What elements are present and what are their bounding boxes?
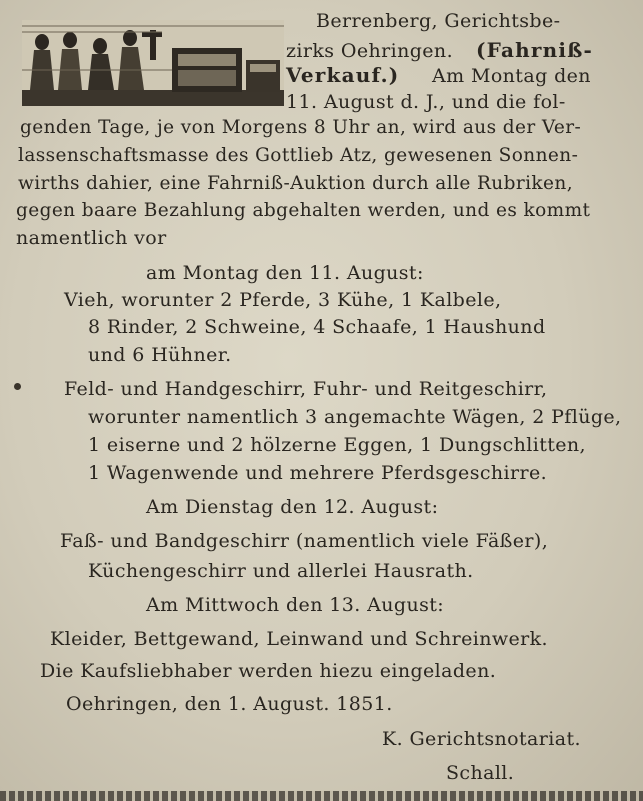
heading-verkauf: Verkauf.) xyxy=(286,63,400,87)
text-line: 11. August d. J., und die fol- xyxy=(286,91,566,113)
text-line: 8 Rinder, 2 Schweine, 4 Schaafe, 1 Haushund xyxy=(88,316,546,338)
day-heading-tuesday: Am Dienstag den 12. August: xyxy=(146,496,439,518)
ink-dot xyxy=(14,383,21,390)
day-heading-monday: am Montag den 11. August: xyxy=(146,262,424,284)
signature-office: K. Gerichtsnotariat. xyxy=(382,728,581,750)
text-line: genden Tage, je von Morgens 8 Uhr an, wird aus der Ver- xyxy=(20,117,582,138)
text-line: Feld- und Handgeschirr, Fuhr- und Reitgeschirr, xyxy=(64,378,548,400)
bleed-through-column xyxy=(600,210,643,630)
text-line: Berrenberg, Gerichtsbe- xyxy=(316,10,561,32)
text-line: Faß- und Bandgeschirr (namentlich viele Fäßer), xyxy=(60,530,549,552)
text-line: Küchengeschirr und allerlei Hausrath. xyxy=(88,560,474,582)
text-line: 1 eiserne und 2 hölzerne Eggen, 1 Dungschlitten, xyxy=(88,434,586,456)
text-line: namentlich vor xyxy=(16,227,167,249)
text-line: zirks Oehringen. xyxy=(286,40,454,62)
text-line: lassenschaftsmasse des Gottlieb Atz, gewesenen Sonnen- xyxy=(18,145,579,166)
text-line: wirths dahier, eine Fahrniß-Auktion durch alle Rubriken, xyxy=(18,173,573,194)
auction-woodcut-illustration xyxy=(22,20,284,106)
text-line: Vieh, worunter 2 Pferde, 3 Kühe, 1 Kalbele, xyxy=(64,289,502,311)
text-line: Am Montag den xyxy=(432,65,591,87)
text-line: gegen baare Bezahlung abgehalten werden, und es kommt xyxy=(16,200,591,221)
heading-fahrniss: (Fahrniß- xyxy=(476,38,594,62)
signature-name: Schall. xyxy=(446,762,515,784)
bottom-border xyxy=(0,791,643,801)
text-line: 1 Wagenwende und mehrere Pferdsgeschirre. xyxy=(88,462,548,484)
text-line: worunter namentlich 3 angemachte Wägen, 2 Pflüge, xyxy=(88,406,622,428)
place-date-line: Oehringen, den 1. August. 1851. xyxy=(66,693,393,715)
day-heading-wednesday: Am Mittwoch den 13. August: xyxy=(146,594,445,616)
text-line: und 6 Hühner. xyxy=(88,344,232,366)
text-line: Die Kaufsliebhaber werden hiezu eingeladen. xyxy=(40,660,497,682)
text-line: Kleider, Bettgewand, Leinwand und Schreinwerk. xyxy=(50,628,548,650)
